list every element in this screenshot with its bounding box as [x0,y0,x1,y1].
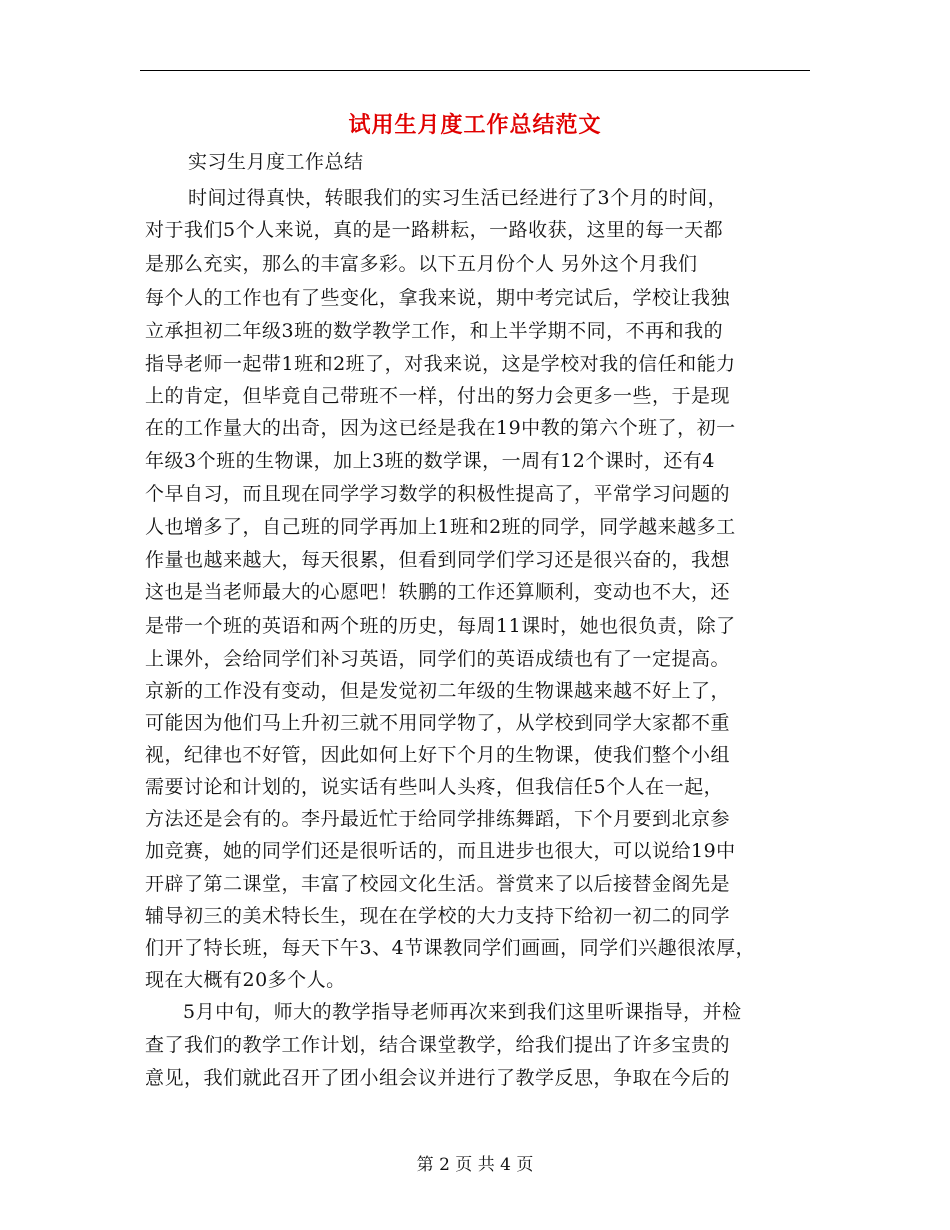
body-line: 们开了特长班，每天下午3、4节课教同学们画画，同学们兴趣很浓厚， [145,937,756,959]
body-line: 时间过得真快，转眼我们的实习生活已经进行了3个月的时间， [188,187,728,209]
body-line: 对于我们5个人来说，真的是一路耕耘，一路收获，这里的每一天都 [145,219,724,241]
body-line: 辅导初三的美术特长生，现在在学校的大力支持下给初一初二的同学 [145,905,731,927]
body-line: 方法还是会有的。李丹最近忙于给同学排练舞蹈，下个月要到北京参 [145,808,731,830]
body-line: 上课外，会给同学们补习英语，同学们的英语成绩也有了一定提高。 [145,648,731,670]
body-line: 京新的工作没有变动，但是发觉初二年级的生物课越来越不好上了， [145,680,731,702]
document-title: 试用生月度工作总结范文 [348,113,602,138]
body-line: 加竞赛，她的同学们还是很听话的，而且进步也很大，可以说给19中 [145,840,736,862]
body-line: 年级3个班的生物课，加上3班的数学课，一周有12个课时，还有4 [145,450,715,472]
body-line: 个早自习，而且现在同学学习数学的积极性提高了，平常学习问题的 [145,483,731,505]
page-number-footer: 第 2 页 共 4 页 [416,1155,534,1175]
body-line: 是那么充实，那么的丰富多彩。以下五月份个人 另外这个月我们 [145,253,698,275]
body-line: 可能因为他们马上升初三就不用同学物了，从学校到同学大家都不重 [145,712,731,734]
body-line: 视，纪律也不好管，因此如何上好下个月的生物课，使我们整个小组 [145,744,731,766]
body-line: 现在大概有20多个人。 [145,969,346,991]
body-line: 立承担初二年级3班的数学教学工作，和上半学期不同，不再和我的 [145,320,724,342]
body-line: 查了我们的教学工作计划，结合课堂教学，给我们提出了许多宝贵的 [145,1034,731,1056]
body-line: 上的肯定，但毕竟自己带班不一样，付出的努力会更多一些，于是现 [145,385,731,407]
body-line: 作量也越来越大，每天很累，但看到同学们学习还是很兴奋的，我想 [145,549,731,571]
body-line: 是带一个班的英语和两个班的历史，每周11课时，她也很负责，除了 [145,615,736,637]
body-line: 这也是当老师最大的心愿吧！轶鹏的工作还算顺利，变动也不大，还 [145,581,731,603]
body-line: 人也增多了，自己班的同学再加上1班和2班的同学，同学越来越多工 [145,516,736,538]
body-line: 在的工作量大的出奇，因为这已经是我在19中教的第六个班了，初一 [145,417,736,439]
body-line: 实习生月度工作总结 [188,151,364,173]
body-line: 开辟了第二课堂，丰富了校园文化生活。誉赏来了以后接替金阁先是 [145,873,731,895]
body-line: 每个人的工作也有了些变化，拿我来说，期中考完试后，学校让我独 [145,287,731,309]
body-line: 指导老师一起带1班和2班了，对我来说，这是学校对我的信任和能力 [145,353,736,375]
body-line: 需要讨论和计划的，说实话有些叫人头疼，但我信任5个人在一起， [145,776,724,798]
body-line: 意见，我们就此召开了团小组会议并进行了教学反思，争取在今后的 [145,1067,731,1089]
header-rule [140,70,810,71]
body-line: 5月中旬，师大的教学指导老师再次来到我们这里听课指导，并检 [183,1001,742,1023]
